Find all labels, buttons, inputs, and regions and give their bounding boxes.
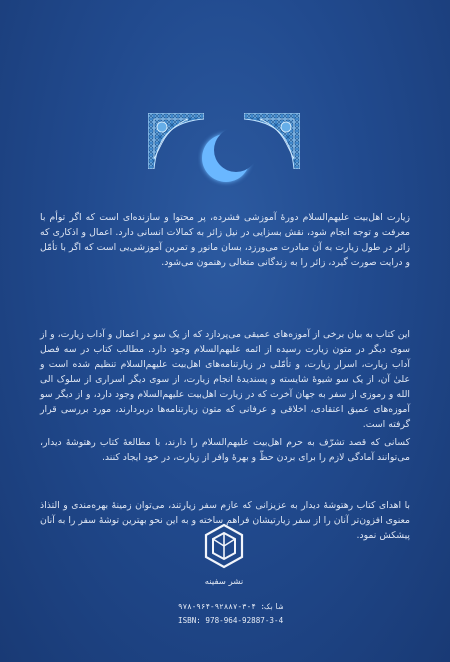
description-paragraph xyxy=(40,435,410,465)
isbn-latin: ISBN: 978-964-92887-3-4 xyxy=(178,616,284,625)
publisher-logo-icon xyxy=(202,523,246,575)
description-paragraph xyxy=(40,327,410,432)
description-paragraph xyxy=(40,210,410,270)
corner-ornament-icon xyxy=(148,113,204,169)
paragraph-text: با اهدای کتاب رهتوشهٔ دیدار به عزیزانی که عازم سفر زیارتند، می‌توان زمینهٔ بهره‌مندی و التذاذ معنوی افزون‌تر آنان را از سفر زیارتیشان فراهم ساخته و به این نحو بهترین توشهٔ سفر را به آنان پیشکش نمود. xyxy=(40,500,410,541)
crescent-moon-icon xyxy=(198,128,258,188)
paragraph-text: این کتاب به بیان برخی از آموزه‌های عمیقی می‌پردازد که از یک سو در اعمال و آداب زیارت، و از سوی دیگر در متون زیارت رسیده از ائمه علیهم‌السلام وجود دارد. مطالب کتاب در سه فصل آداب زیارت، اسرار زیارت، و تأمّلی در زیارتنامه‌های اهل‌بیت علیهم‌السلام تنظیم شده است و علیٰ آن، از یک سو شیوهٔ شایسته و پسندیدهٔ انجام زیارت، از سوی دیگر اسراری از سلوک الی الله و رموزی از سفر به جهان آخرت که در زیارت اهل‌بیت علیهم‌السلام وجود دارد، و از دیگر سو آموزه‌های عمیق اعتقادی، اخلاقی و عرفانی که متون زیارتنامه‌ها دربردارند، مورد بررسی قرار گرفته است. xyxy=(40,329,410,430)
publisher-name: نشر سفینه xyxy=(204,577,244,587)
publisher-logo xyxy=(198,523,250,587)
paragraph-text: کسانی که قصد تشرّف به حرم اهل‌بیت علیهم‌السلام را دارند، با مطالعهٔ کتاب رهتوشهٔ دیدار، می‌توانند آمادگی لازم را برای بردن حظّ و بهرهٔ وافر از زیارت، در خود ایجاد کنند. xyxy=(40,437,410,463)
isbn-persian: شابک: ۴-۳-۹۲۸۸۷-۹۶۴-۹۷۸ xyxy=(178,602,284,611)
paragraph-text: زیارت اهل‌بیت علیهم‌السلام دورهٔ آموزشی فشرده، پر محتوا و سازنده‌ای است که اگر توأم با معرفت و توجه انجام شود، نقش بسزایی در نیل زائر به کمالات انسانی دارد. اعمال و اذکاری که زائر در طول زیارت به آن مبادرت می‌ورزد، بسان مانور و تمرین آموزشی‌یی است که اگر با تأمّل و درایت صورت گیرد، زائر را به زندگانی متعالی رهنمون می‌شود. xyxy=(40,212,410,268)
